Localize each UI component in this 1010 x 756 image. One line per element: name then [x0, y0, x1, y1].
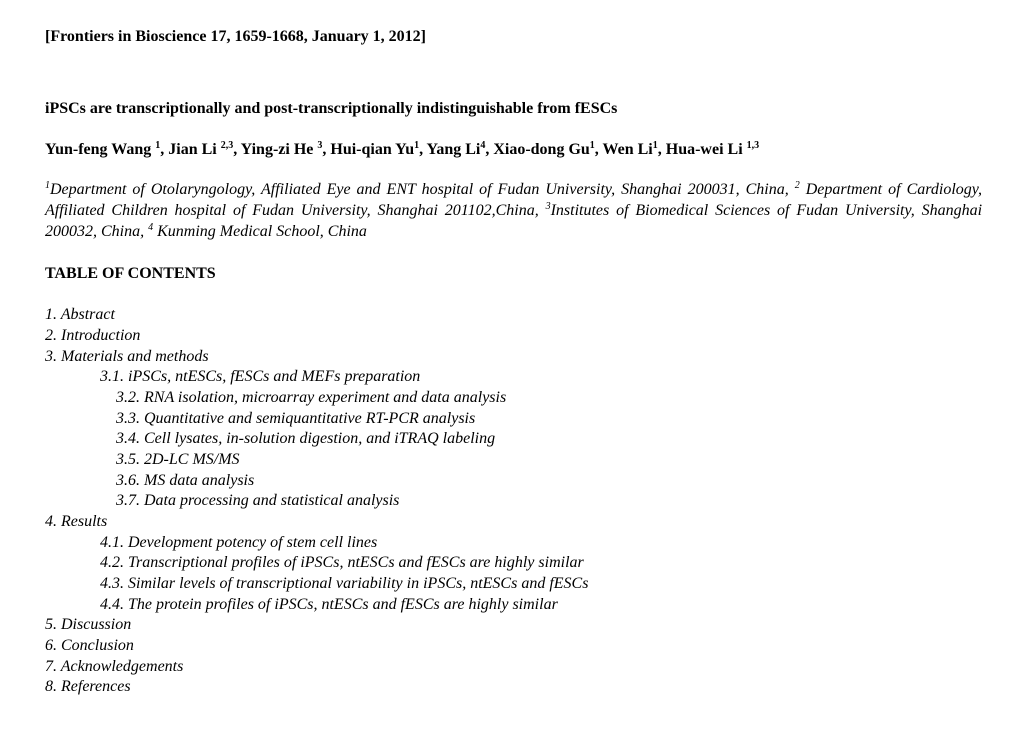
author: Hui-qian Yu$^1$, [330, 140, 427, 158]
toc-item: 3.6. MS data analysis [116, 472, 255, 489]
toc-item: 5. Discussion [45, 616, 132, 633]
toc-item: 4.4. The protein profiles of iPSCs, ntESCs and fESCs are highly similar [100, 596, 558, 613]
toc-item: 7. Acknowledgements [45, 658, 184, 675]
toc-item: 8. References [45, 678, 131, 695]
paper-title: iPSCs are transcriptionally and post-transcriptionally indistinguishable from fESCs [45, 100, 618, 117]
toc-item: 4.1. Development potency of stem cell lines [100, 534, 378, 551]
author: Yang Li$^4$, [426, 140, 494, 158]
author-list [45, 140, 759, 160]
toc-item: 3. Materials and methods [45, 348, 209, 365]
author: Yun-feng Wang $^1$, [45, 140, 169, 158]
toc-item: 3.1. iPSCs, ntESCs, fESCs and MEFs preparation [100, 368, 421, 385]
toc-item: 4.3. Similar levels of transcriptional variability in iPSCs, ntESCs and fESCs [100, 575, 589, 592]
toc-item: 4.2. Transcriptional profiles of iPSCs, ntESCs and fESCs are highly similar [100, 554, 584, 571]
author: Xiao-dong Gu$^1$, [493, 140, 603, 158]
author: Jian Li $^{2,3}$, [168, 140, 241, 158]
toc-item: 4. Results [45, 513, 108, 530]
toc-item: 2. Introduction [45, 327, 141, 344]
toc-item: 3.3. Quantitative and semiquantitative RT-PCR analysis [116, 410, 476, 427]
toc-heading: TABLE OF CONTENTS [45, 265, 216, 282]
toc-item: 3.7. Data processing and statistical analysis [116, 492, 400, 509]
author: Ying-zi He $^3$, [240, 140, 331, 158]
toc-item: 6. Conclusion [45, 637, 134, 654]
toc-item: 1. Abstract [45, 306, 115, 323]
journal-citation: [Frontiers in Bioscience 17, 1659-1668, January 1, 2012] [45, 28, 427, 45]
affiliations: $^1$Department of Otolaryngology, Affiliated Eye and ENT hospital of Fudan University, Shanghai 200031, China, $^2$ Department of Cardiology, Affiliated Children hospital of Fudan University, Shanghai 201102,China, $^3$Institutes of Biomedical Sciences of Fudan University, Shanghai 200032, China, $^4$ Kunming Medical School, China [45, 180, 983, 240]
toc-item: 3.5. 2D-LC MS/MS [116, 451, 240, 468]
toc-item: 3.2. RNA isolation, microarray experiment and data analysis [116, 389, 507, 406]
toc-item: 3.4. Cell lysates, in-solution digestion, and iTRAQ labeling [116, 430, 496, 447]
author: Hua-wei Li $^{1,3}$ [665, 140, 760, 158]
author: Wen Li$^1$, [602, 140, 666, 158]
